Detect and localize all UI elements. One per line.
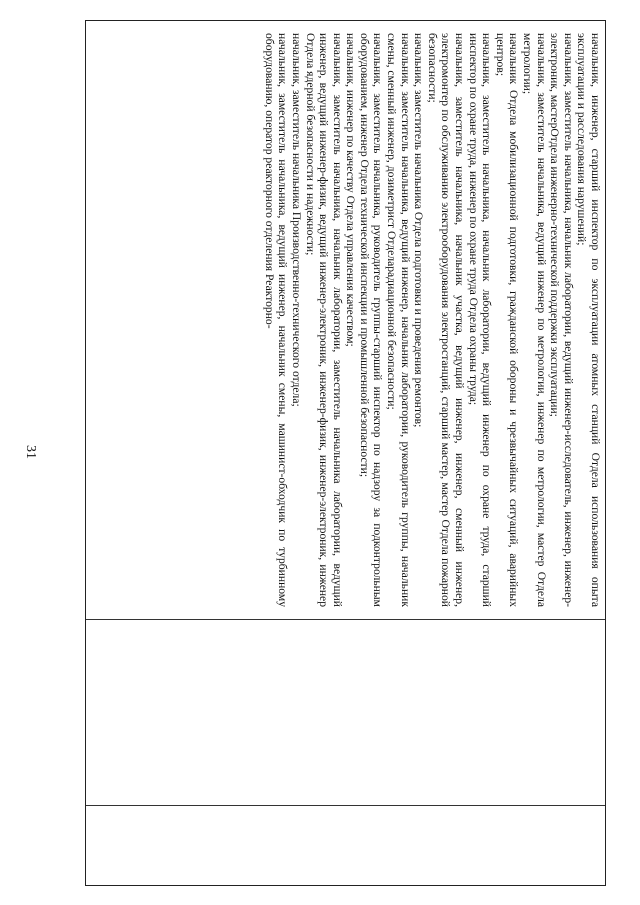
table-row-divider — [86, 805, 605, 806]
list-item: начальник, заместитель начальника Отдела подготовки и проведения ремонтов; — [412, 33, 426, 428]
list-item: начальник, инженер по качеству Отдела управления качеством; — [344, 33, 358, 347]
list-item: начальник, инженер, старший инспектор по эксплуатации атомных станций Отдела использования опыта эксплуатации и расследования нарушений; — [575, 33, 602, 607]
table-frame — [85, 20, 606, 886]
table-row-divider — [86, 619, 605, 620]
page-number: 31 — [23, 445, 38, 459]
position-list — [89, 29, 603, 611]
list-item: начальник, заместитель начальника, начальник лаборатории, заместитель начальника лаборатории, ведущий инженер, ведущий инженер-физик, ведущий инженер-электроник, инженер-физик, инженер-электроник, инженер Отдела ядерной безопасности и надежности; — [303, 33, 344, 607]
list-item: начальник, заместитель начальника, начальник лаборатории, ведущий инженер-исследователь, инженер, инженер-электроник, мастерОтдела инженерно-технической поддержки эксплуатации; — [548, 33, 575, 607]
list-item: начальник, заместитель начальника, ведущий инженер, начальник лаборатории, руководитель группы, начальник смены, сменный инженер, дозиметрист Отделарадиационной безопасности; — [385, 33, 412, 607]
list-item: начальник, заместитель начальника, начальник лаборатории, ведущий инженер по охране труда, старший инспектор по охране труда, инженер по охране труда Отдела охраны труда; — [466, 33, 494, 607]
rotated-text-cell — [86, 21, 607, 619]
list-item: начальник Отдела мобилизационной подготовки, гражданской обороны и чрезвычайных ситуаций, аварийных центров; — [493, 33, 521, 607]
list-item: начальник, заместитель начальника, начальник участка, ведущий инженер, инженер, сменный инженер, электромонтер по обслуживанию электрооборудования электростанций, старший мастер, мастер Отдела пожарной безопасности; — [425, 33, 467, 607]
list-item: начальник, заместитель начальника Производственно-технического отдела; — [289, 33, 303, 407]
list-item: начальник, заместитель начальника, ведущий инженер, начальник смены, машинист-обходчик по турбинному оборудованию, оператор реакторного отделения Реакторно- — [262, 33, 290, 607]
list-item: начальник, заместитель начальника, руководитель группы-старший инспектор по надзору за подконтрольным оборудованием, инженер Отдела технической инспекции и промышленной безопасности; — [357, 33, 385, 607]
list-item: начальник, заместитель начальника, ведущий инженер по метрологии, инженер по метрологии, мастер Отдела метрологии; — [521, 33, 548, 607]
